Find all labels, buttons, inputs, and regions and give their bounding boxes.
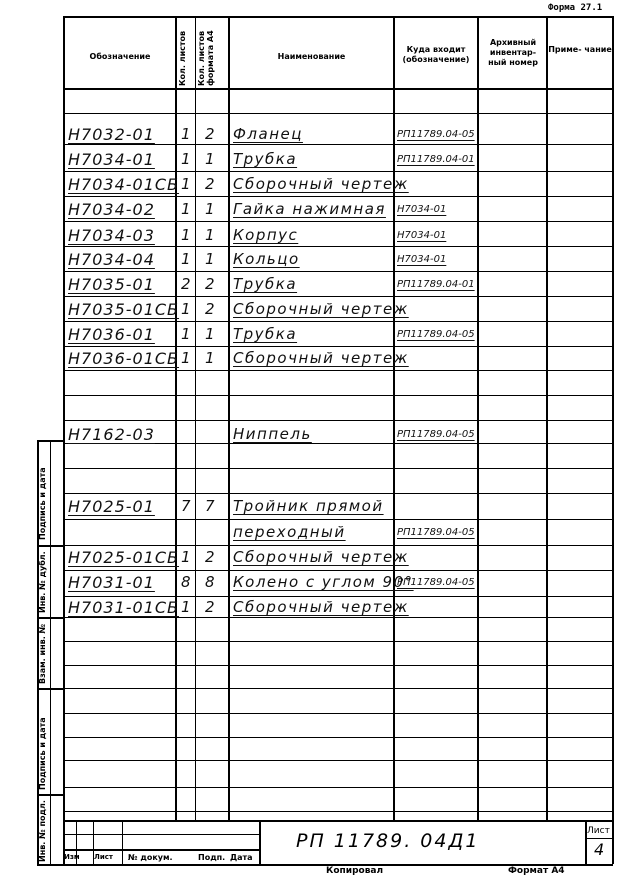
row-designation: Н7025-01СБ (68, 548, 180, 567)
row-sheets-a4: 2 (205, 275, 216, 293)
row-sheets-count: 1 (181, 150, 192, 168)
row-sheets-a4: 2 (205, 598, 216, 616)
row-name: Колено с углом 90° (233, 573, 414, 591)
row-line (63, 420, 613, 421)
row-line (63, 570, 613, 571)
row-line (63, 395, 613, 396)
row-name: переходный (233, 523, 346, 541)
header-name: Наименование (277, 52, 346, 61)
row-sheets-a4: 8 (205, 573, 216, 591)
footer-copied: Копировал (326, 866, 384, 876)
row-line (63, 641, 613, 642)
row-line (63, 617, 613, 618)
row-name: Фланец (233, 125, 303, 143)
side-strip-sep-3 (37, 688, 63, 690)
side-strip-top (37, 440, 63, 442)
side-strip-sep-1 (37, 545, 63, 547)
row-line (63, 221, 613, 222)
row-where-used: РП11789.04-01 (397, 279, 475, 290)
tb-label-izm: Изм (64, 853, 80, 861)
row-sheets-a4: 2 (205, 548, 216, 566)
row-designation: Н7034-01 (68, 150, 155, 169)
row-where-used: РП11789.04-05 (397, 577, 475, 588)
row-designation: Н7034-03 (68, 226, 155, 245)
col-sep-6 (546, 16, 548, 820)
row-name: Тройник прямой (233, 497, 384, 515)
row-line (63, 519, 613, 520)
row-sheets-a4: 7 (205, 497, 216, 515)
header-bottom-line (63, 88, 613, 90)
row-name: Трубка (233, 150, 298, 168)
row-designation: Н7035-01 (68, 275, 155, 294)
row-name: Трубка (233, 275, 298, 293)
row-line (63, 665, 613, 666)
row-line (63, 144, 613, 145)
row-designation: Н7032-01 (68, 125, 155, 144)
col-sep-1 (175, 16, 177, 820)
row-sheets-a4: 1 (205, 325, 216, 343)
row-sheets-a4: 2 (205, 175, 216, 193)
row-designation: Н7034-01СБ (68, 175, 180, 194)
row-sheets-count: 1 (181, 200, 192, 218)
row-line (63, 171, 613, 172)
row-sheets-count: 1 (181, 226, 192, 244)
tb-sheet-label: Лист (587, 826, 610, 836)
row-name: Трубка (233, 325, 298, 343)
row-sheets-a4: 1 (205, 250, 216, 268)
row-sheets-count: 1 (181, 300, 192, 318)
row-sheets-count: 1 (181, 250, 192, 268)
row-name: Сборочный чертеж (233, 300, 409, 318)
row-line (63, 321, 613, 322)
col-sep-2 (195, 16, 196, 820)
row-designation: Н7035-01СБ (68, 300, 180, 319)
row-sheets-count: 8 (181, 573, 192, 591)
tb-col-5 (259, 820, 261, 864)
row-line (63, 296, 613, 297)
header-sheets-count: Кол. листов (178, 30, 187, 86)
row-where-used: РП11789.04-05 (397, 129, 475, 140)
document-code: РП 11789. 04Д1 (296, 830, 480, 852)
col-sep-5 (477, 16, 479, 820)
row-name: Корпус (233, 226, 299, 244)
row-name: Сборочный чертеж (233, 349, 409, 367)
row-sheets-count: 1 (181, 175, 192, 193)
row-sheets-count: 1 (181, 548, 192, 566)
row-line (63, 545, 613, 546)
side-strip-sep-2 (37, 617, 63, 619)
row-sheets-a4: 1 (205, 226, 216, 244)
form-label: Форма 27.1 (548, 3, 603, 13)
row-where-used: Н7034-01 (397, 254, 447, 265)
row-designation: Н7034-02 (68, 200, 155, 219)
side-label-inv-dubl: Инв. № дубл. (38, 551, 47, 613)
row-line (63, 468, 613, 469)
tb-sheet-number: 4 (594, 840, 605, 859)
row-line (63, 370, 613, 371)
header-where-used: Куда входит (обозначение) (402, 45, 470, 64)
row-sheets-count: 1 (181, 325, 192, 343)
row-where-used: Н7034-01 (397, 204, 447, 215)
side-label-podp-data-2: Подпись и дата (38, 717, 47, 790)
row-line (63, 196, 613, 197)
row-where-used: РП11789.04-01 (397, 154, 475, 165)
row-where-used: Н7034-01 (397, 230, 447, 241)
header-designation: Обозначение (89, 52, 151, 61)
row-name: Сборочный чертеж (233, 598, 409, 616)
side-strip-inner (50, 440, 51, 864)
row-sheets-a4: 2 (205, 300, 216, 318)
side-label-vzam-inv: Взам. инв. № (38, 623, 47, 684)
row-sheets-a4: 1 (205, 200, 216, 218)
row-line (63, 787, 613, 788)
row-name: Гайка нажимная (233, 200, 386, 218)
header-archive-no: Архивный инвентар- ный номер (488, 38, 538, 67)
row-name: Сборочный чертеж (233, 548, 409, 566)
title-block-top (63, 820, 613, 822)
row-line (63, 811, 613, 812)
frame-top (63, 16, 613, 18)
row-line (63, 688, 613, 689)
tb-sheet-sep (585, 838, 613, 839)
row-name: Ниппель (233, 425, 312, 443)
tb-label-doc: № докум. (128, 853, 173, 862)
tb-label-list: Лист (94, 853, 113, 861)
side-strip-sep-4 (37, 794, 63, 796)
row-line (63, 713, 613, 714)
row-sheets-count: 7 (181, 497, 192, 515)
row-sheets-count: 2 (181, 275, 192, 293)
row-sheets-count: 1 (181, 598, 192, 616)
row-line (63, 271, 613, 272)
row-sheets-a4: 1 (205, 150, 216, 168)
row-designation: Н7025-01 (68, 497, 155, 516)
row-line (63, 113, 613, 114)
row-sheets-count: 1 (181, 125, 192, 143)
side-label-inv-podl: Инв. № подл. (38, 800, 47, 862)
row-line (63, 346, 613, 347)
row-designation: Н7034-04 (68, 250, 155, 269)
row-designation: Н7162-03 (68, 425, 155, 444)
side-label-podp-data-1: Подпись и дата (38, 467, 47, 540)
header-note: Приме- чание (548, 45, 612, 54)
col-sep-4 (393, 16, 395, 820)
row-line (63, 246, 613, 247)
row-designation: Н7036-01 (68, 325, 155, 344)
row-designation: Н7036-01СБ (68, 349, 180, 368)
row-designation: Н7031-01 (68, 573, 155, 592)
col-sep-3 (228, 16, 230, 820)
row-name: Кольцо (233, 250, 300, 268)
row-where-used: РП11789.04-05 (397, 429, 475, 440)
row-sheets-a4: 2 (205, 125, 216, 143)
row-line (63, 493, 613, 494)
tb-label-data: Дата (230, 853, 253, 862)
row-line (63, 737, 613, 738)
row-sheets-count: 1 (181, 349, 192, 367)
row-line (63, 596, 613, 597)
header-sheets-a4: Кол. листов формата А4 (197, 30, 215, 86)
row-designation: Н7031-01СБ (68, 598, 180, 617)
footer-format: Формат А4 (508, 866, 565, 876)
tb-label-podp: Подп. (198, 853, 226, 862)
row-where-used: РП11789.04-05 (397, 527, 475, 538)
row-sheets-a4: 1 (205, 349, 216, 367)
row-where-used: РП11789.04-05 (397, 329, 475, 340)
tb-col-3 (122, 820, 123, 864)
row-name: Сборочный чертеж (233, 175, 409, 193)
row-line (63, 760, 613, 761)
